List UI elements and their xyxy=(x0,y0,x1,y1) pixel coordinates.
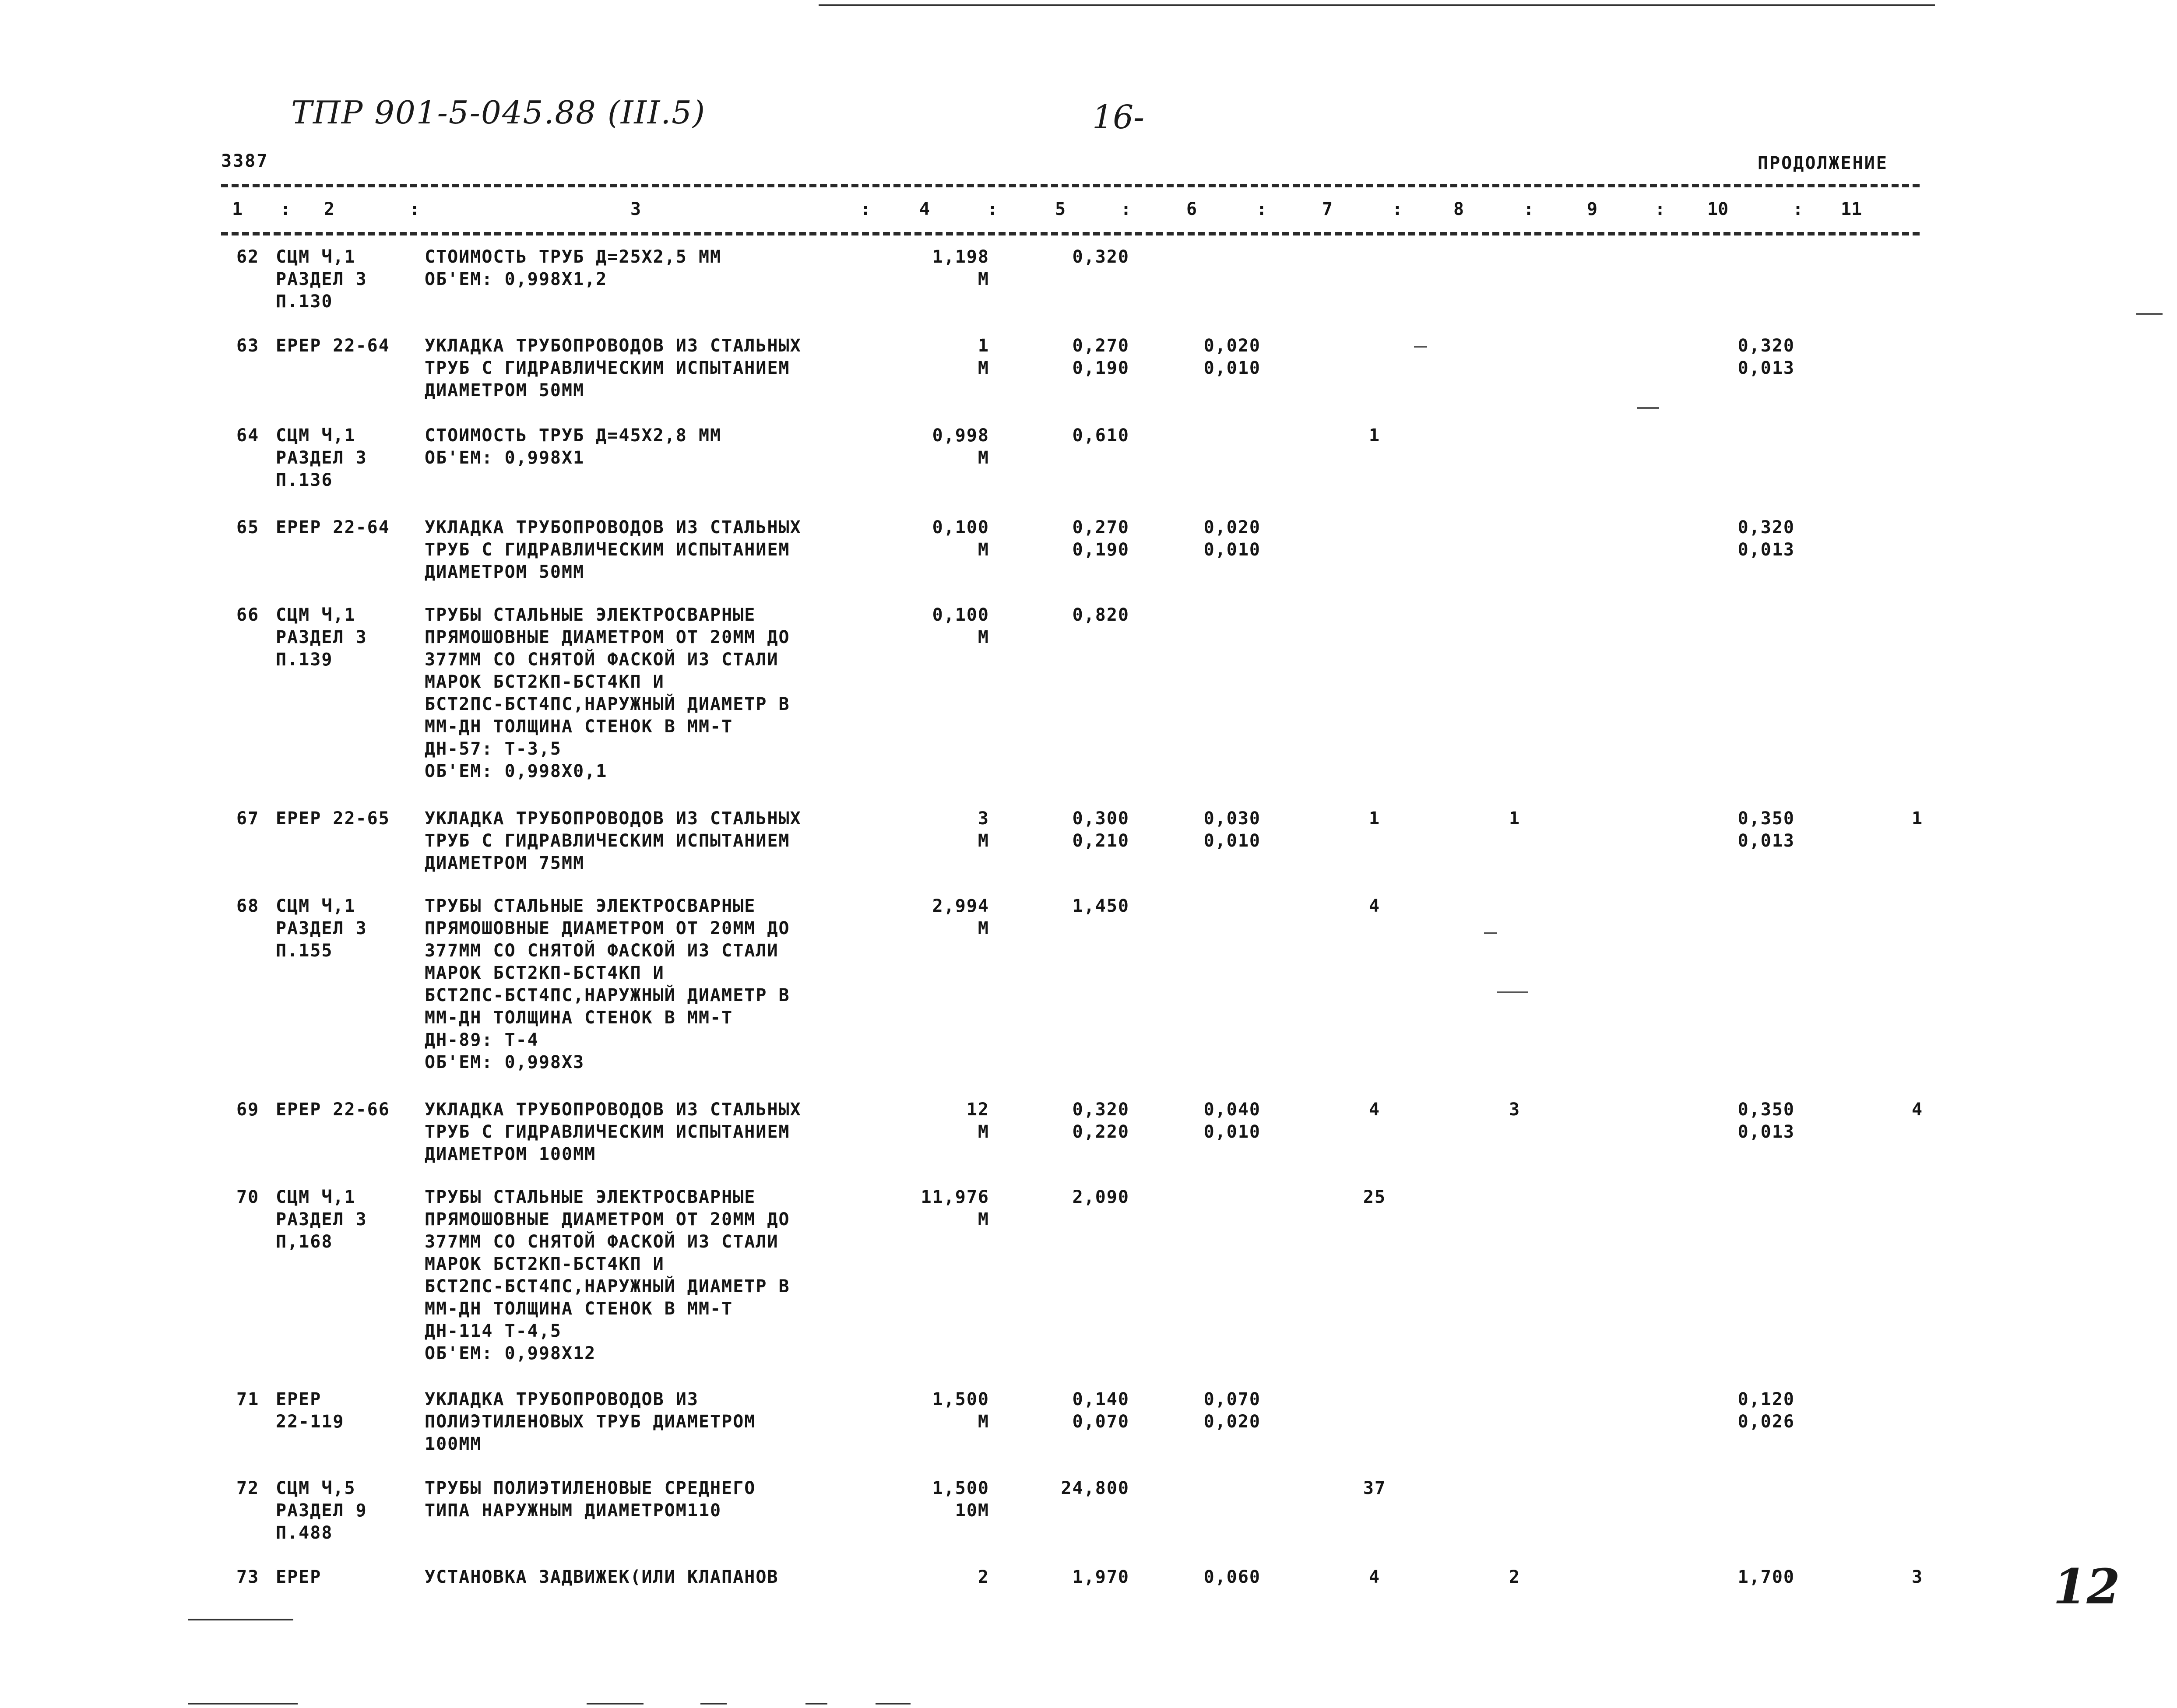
column-separator: : xyxy=(280,199,291,219)
row-col6: 0,030 0,010 xyxy=(1203,808,1261,851)
row-basis: ЕРЕР xyxy=(276,1567,322,1587)
column-header: 6 xyxy=(1186,199,1197,219)
column-separator: : xyxy=(1392,199,1403,219)
row-number: 68 xyxy=(236,896,260,916)
continuation-label: ПРОДОЛЖЕНИЕ xyxy=(1758,153,1888,173)
row-col5: 0,610 xyxy=(1072,425,1129,446)
column-separator: : xyxy=(1256,199,1267,219)
row-description: УКЛАДКА ТРУБОПРОВОДОВ ИЗ СТАЛЬНЫХ ТРУБ С ГИДРАВЛИЧЕСКИМ ИСПЫТАНИЕМ ДИАМЕТРОМ 100ММ xyxy=(425,1100,802,1164)
row-col6: 0,040 0,010 xyxy=(1203,1100,1261,1142)
row-number: 73 xyxy=(236,1567,260,1587)
row-col6: 0,070 0,020 xyxy=(1203,1389,1261,1432)
column-header: 9 xyxy=(1587,199,1598,219)
row-col6: 0,020 0,010 xyxy=(1203,336,1261,378)
row-basis: ЕРЕР 22-119 xyxy=(276,1389,345,1432)
row-col10: 0,120 0,026 xyxy=(1737,1389,1795,1432)
document-code: 3387 xyxy=(221,151,269,171)
row-basis: ЕРЕР 22-64 xyxy=(276,517,390,538)
column-header: 4 xyxy=(919,199,930,219)
column-separator: : xyxy=(1655,199,1666,219)
row-col5: 24,800 xyxy=(1061,1478,1129,1498)
row-basis: СЦМ Ч,1 РАЗДЕЛ 3 П.130 xyxy=(276,247,367,312)
column-header: 3 xyxy=(630,199,641,219)
row-col7: 4 xyxy=(1368,896,1381,916)
row-col5: 0,320 xyxy=(1072,247,1129,267)
row-quantity: 2,994 М xyxy=(932,896,989,938)
row-quantity: 11,976 М xyxy=(921,1187,989,1230)
row-col5: 0,270 0,190 xyxy=(1072,336,1129,378)
stray-mark xyxy=(1497,991,1528,993)
column-header: 1 xyxy=(232,199,243,219)
row-col10: 0,320 0,013 xyxy=(1737,336,1795,378)
column-header: 8 xyxy=(1453,199,1464,219)
row-col7: 4 xyxy=(1368,1567,1381,1587)
row-number: 63 xyxy=(236,336,260,356)
table-row xyxy=(0,1388,2177,1454)
row-description: ТРУБЫ СТАЛЬНЫЕ ЭЛЕКТРОСВАРНЫЕ ПРЯМОШОВНЫЕ ДИАМЕТРОМ ОТ 20ММ ДО 377ММ СО СНЯТОЙ ФАСКОЙ ИЗ СТАЛИ МАРОК БСТ2КП-БСТ4КП И БСТ2ПС-БСТ4ПС,НАРУЖНЫЙ ДИАМЕТР В ММ-ДН ТОЛЩИНА СТЕНОК В ММ-Т ДН-114 Т-4,5 ОБ'ЕМ: 0,998Х12 xyxy=(425,1187,790,1364)
row-col10: 1,700 xyxy=(1737,1567,1795,1587)
column-separator: : xyxy=(409,199,420,219)
row-quantity: 1,198 М xyxy=(932,247,989,289)
row-basis: СЦМ Ч,1 РАЗДЕЛ 3 П.155 xyxy=(276,896,367,961)
row-quantity: 0,100 М xyxy=(932,605,989,647)
table-row xyxy=(0,1566,2177,1587)
row-number: 66 xyxy=(236,605,260,625)
column-header: 5 xyxy=(1055,199,1066,219)
row-col7: 4 xyxy=(1368,1100,1381,1120)
column-header: 2 xyxy=(324,199,335,219)
row-col5: 0,140 0,070 xyxy=(1072,1389,1129,1432)
bottom-rule xyxy=(876,1703,911,1704)
table-row xyxy=(0,895,2177,1072)
row-col5: 0,270 0,190 xyxy=(1072,517,1129,560)
row-description: УКЛАДКА ТРУБОПРОВОДОВ ИЗ ПОЛИЭТИЛЕНОВЫХ ТРУБ ДИАМЕТРОМ 100ММ xyxy=(425,1389,756,1454)
row-description: СТОИМОСТЬ ТРУБ Д=25Х2,5 ММ ОБ'ЕМ: 0,998Х1,2 xyxy=(425,247,722,289)
column-header: 11 xyxy=(1841,199,1862,219)
row-quantity: 2 xyxy=(978,1567,989,1587)
row-basis: ЕРЕР 22-66 xyxy=(276,1100,390,1120)
header-dashed-rule-bottom xyxy=(221,232,1920,235)
row-col10: 0,350 0,013 xyxy=(1737,808,1795,851)
row-description: УСТАНОВКА ЗАДВИЖЕК(ИЛИ КЛАПАНОВ xyxy=(425,1567,779,1587)
row-col8: 1 xyxy=(1509,808,1521,829)
column-separator: : xyxy=(1121,199,1132,219)
stray-mark xyxy=(2136,313,2163,315)
row-quantity: 12 М xyxy=(966,1100,989,1142)
row-col5: 0,320 0,220 xyxy=(1072,1100,1129,1142)
column-separator: : xyxy=(860,199,871,219)
row-col7: 25 xyxy=(1363,1187,1386,1207)
row-number: 67 xyxy=(236,808,260,829)
row-col7: 1 xyxy=(1368,425,1381,446)
top-rule xyxy=(819,4,1935,6)
row-basis: СЦМ Ч,1 РАЗДЕЛ 3 П.136 xyxy=(276,425,367,490)
row-col5: 1,970 xyxy=(1072,1567,1129,1587)
row-col11: 3 xyxy=(1911,1567,1924,1587)
row-col5: 0,300 0,210 xyxy=(1072,808,1129,851)
row-col5: 1,450 xyxy=(1072,896,1129,916)
row-number: 69 xyxy=(236,1100,260,1120)
row-number: 72 xyxy=(236,1478,260,1498)
column-separator: : xyxy=(987,199,998,219)
row-col11: 4 xyxy=(1911,1100,1924,1120)
stray-mark xyxy=(1414,346,1427,348)
row-basis: ЕРЕР 22-65 xyxy=(276,808,390,829)
handwritten-page-number: 16- xyxy=(1092,98,1145,136)
row-basis: СЦМ Ч,1 РАЗДЕЛ 3 П.139 xyxy=(276,605,367,670)
row-description: УКЛАДКА ТРУБОПРОВОДОВ ИЗ СТАЛЬНЫХ ТРУБ С ГИДРАВЛИЧЕСКИМ ИСПЫТАНИЕМ ДИАМЕТРОМ 50ММ xyxy=(425,336,802,401)
row-basis: СЦМ Ч,5 РАЗДЕЛ 9 П.488 xyxy=(276,1478,367,1543)
bottom-rule xyxy=(188,1703,298,1704)
row-number: 71 xyxy=(236,1389,260,1409)
column-separator: : xyxy=(1793,199,1804,219)
row-col6: 0,060 xyxy=(1203,1567,1261,1587)
row-description: УКЛАДКА ТРУБОПРОВОДОВ ИЗ СТАЛЬНЫХ ТРУБ С ГИДРАВЛИЧЕСКИМ ИСПЫТАНИЕМ ДИАМЕТРОМ 50ММ xyxy=(425,517,802,582)
handwritten-sheet-number: 12 xyxy=(2053,1558,2121,1615)
column-header: 10 xyxy=(1707,199,1729,219)
stray-mark xyxy=(1637,407,1659,409)
row-col6: 0,020 0,010 xyxy=(1203,517,1261,560)
row-col5: 2,090 xyxy=(1072,1187,1129,1207)
row-basis: ЕРЕР 22-64 xyxy=(276,336,390,356)
row-quantity: 1,500 М xyxy=(932,1389,989,1432)
column-separator: : xyxy=(1523,199,1534,219)
row-quantity: 3 М xyxy=(978,808,989,851)
row-col7: 1 xyxy=(1368,808,1381,829)
row-description: ТРУБЫ СТАЛЬНЫЕ ЭЛЕКТРОСВАРНЫЕ ПРЯМОШОВНЫЕ ДИАМЕТРОМ ОТ 20ММ ДО 377ММ СО СНЯТОЙ ФАСКОЙ ИЗ СТАЛИ МАРОК БСТ2КП-БСТ4КП И БСТ2ПС-БСТ4ПС,НАРУЖНЫЙ ДИАМЕТР В ММ-ДН ТОЛЩИНА СТЕНОК В ММ-Т ДН-89: Т-4 ОБ'ЕМ: 0,998Х3 xyxy=(425,896,790,1072)
handwritten-title: ТПР 901-5-045.88 (III.5) xyxy=(291,94,706,131)
row-col10: 0,350 0,013 xyxy=(1737,1100,1795,1142)
stray-mark xyxy=(1484,932,1497,934)
row-quantity: 0,998 М xyxy=(932,425,989,468)
row-number: 70 xyxy=(236,1187,260,1207)
header-dashed-rule-top xyxy=(221,184,1920,187)
bottom-rule xyxy=(700,1703,727,1704)
row-quantity: 0,100 М xyxy=(932,517,989,560)
row-quantity: 1,500 10М xyxy=(932,1478,989,1521)
row-col11: 1 xyxy=(1911,808,1924,829)
row-description: УКЛАДКА ТРУБОПРОВОДОВ ИЗ СТАЛЬНЫХ ТРУБ С ГИДРАВЛИЧЕСКИМ ИСПЫТАНИЕМ ДИАМЕТРОМ 75ММ xyxy=(425,808,802,873)
bottom-rule xyxy=(587,1703,644,1704)
row-description: ТРУБЫ ПОЛИЭТИЛЕНОВЫЕ СРЕДНЕГО ТИПА НАРУЖНЫМ ДИАМЕТРОМ110 xyxy=(425,1478,756,1521)
row-description: СТОИМОСТЬ ТРУБ Д=45Х2,8 ММ ОБ'ЕМ: 0,998Х1 xyxy=(425,425,722,468)
table-row xyxy=(0,1186,2177,1364)
row-col8: 3 xyxy=(1509,1100,1521,1120)
bottom-rule xyxy=(805,1703,827,1704)
bottom-rule xyxy=(188,1619,293,1620)
row-col5: 0,820 xyxy=(1072,605,1129,625)
row-col8: 2 xyxy=(1509,1567,1521,1587)
table-row xyxy=(0,1477,2177,1543)
row-quantity: 1 М xyxy=(978,336,989,378)
row-col7: 37 xyxy=(1363,1478,1386,1498)
row-description: ТРУБЫ СТАЛЬНЫЕ ЭЛЕКТРОСВАРНЫЕ ПРЯМОШОВНЫЕ ДИАМЕТРОМ ОТ 20ММ ДО 377ММ СО СНЯТОЙ ФАСКОЙ ИЗ СТАЛИ МАРОК БСТ2КП-БСТ4КП И БСТ2ПС-БСТ4ПС,НАРУЖНЫЙ ДИАМЕТР В ММ-ДН ТОЛЩИНА СТЕНОК В ММ-Т ДН-57: Т-3,5 ОБ'ЕМ: 0,998Х0,1 xyxy=(425,605,790,781)
row-number: 65 xyxy=(236,517,260,538)
row-number: 62 xyxy=(236,247,260,267)
row-number: 64 xyxy=(236,425,260,446)
column-header: 7 xyxy=(1322,199,1333,219)
row-basis: СЦМ Ч,1 РАЗДЕЛ 3 П,168 xyxy=(276,1187,367,1252)
row-col10: 0,320 0,013 xyxy=(1737,517,1795,560)
